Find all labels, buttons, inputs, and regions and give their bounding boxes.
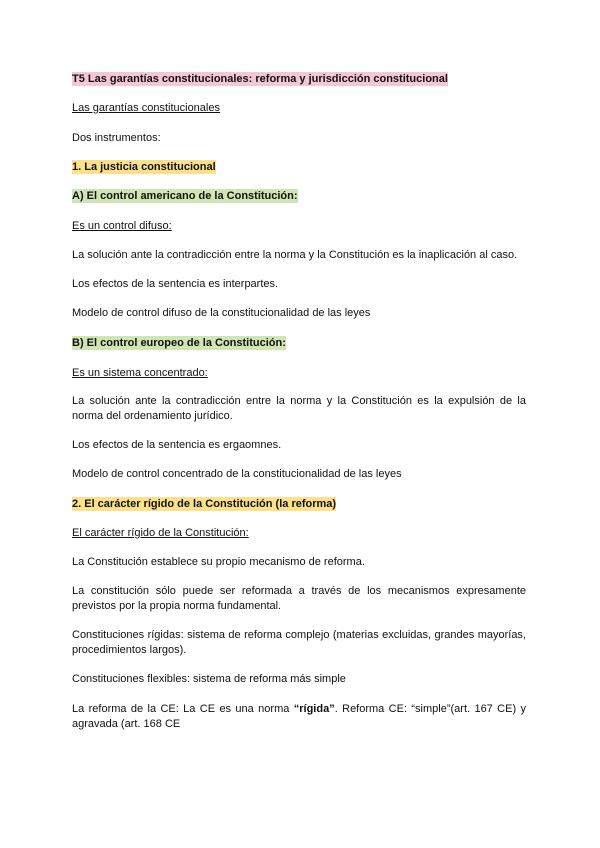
paragraph-reformada: La constitución sólo puede ser reformada a través de los mecanismos expresamente previstos por la propia norma fundamental. [72,585,526,612]
paragraph-ergaomnes: Los efectos de la sentencia es ergaomnes. [72,439,282,451]
heading-caracter-rigido: 2. El carácter rígido de la Constitución (la reforma) [72,498,337,510]
paragraph-modelo-difuso: Modelo de control difuso de la constitucionalidad de las leyes [72,307,371,319]
paragraph-mecanismo-reforma: La Constitución establece su propio mecanismo de reforma. [72,556,365,568]
subheading-sistema-concentrado: Es un sistema concentrado: [72,367,208,379]
paragraph-interpartes: Los efectos de la sentencia es interpartes. [72,278,279,290]
document-title: T5 Las garantías constitucionales: reforma y jurisdicción constitucional [72,73,448,85]
subheading-control-difuso: Es un control difuso: [72,220,172,232]
section-heading: Las garantías constitucionales [72,102,220,114]
subheading-caracter-rigido: El carácter rígido de la Constitución: [72,527,249,539]
paragraph-constituciones-flexibles: Constituciones flexibles: sistema de reforma más simple [72,673,346,685]
paragraph-inaplicacion: La solución ante la contradicción entre la norma y la Constitución es la inaplicación al caso. [72,249,518,261]
heading-justicia-constitucional: 1. La justicia constitucional [72,161,216,173]
paragraph-constituciones-rigidas: Constituciones rígidas: sistema de reforma complejo (materias excluidas, grandes mayorías, procedimientos largos). [72,629,526,656]
paragraph-reforma-ce: La reforma de la CE: La CE es una norma “rígida”. Reforma CE: “simple”(art. 167 CE) y agravada (art. 168 CE [72,703,527,730]
paragraph-expulsion: La solución ante la contradicción entre la norma y la Constitución es la expulsión de la norma del ordenamiento jurídico. [72,395,526,422]
heading-control-europeo: B) El control europeo de la Constitución: [72,337,286,349]
paragraph-modelo-concentrado: Modelo de control concentrado de la constitucionalidad de las leyes [72,468,402,480]
heading-control-americano: A) El control americano de la Constitución: [72,190,298,202]
intro-text: Dos instrumentos: [72,132,161,144]
